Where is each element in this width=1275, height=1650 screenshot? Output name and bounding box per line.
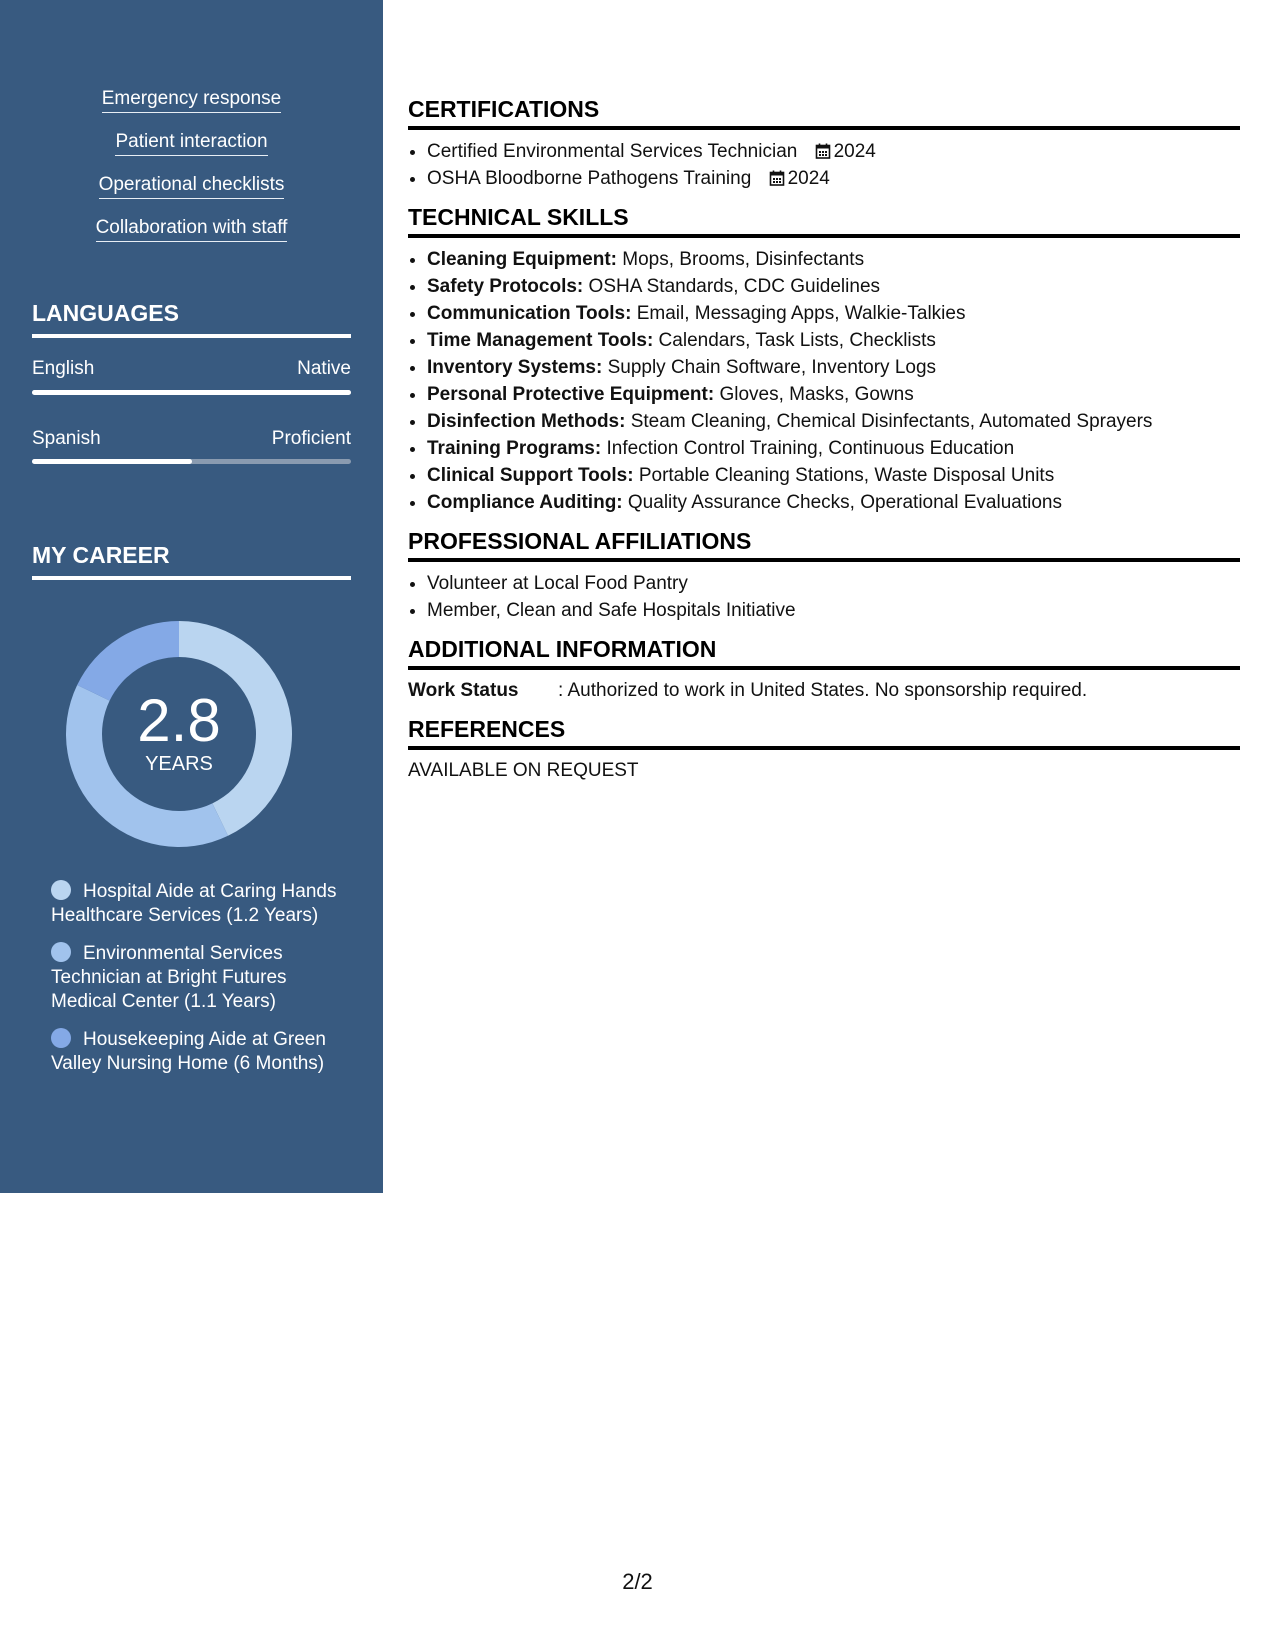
skill-item: Patient interaction (115, 131, 267, 156)
certification-item (427, 165, 1240, 192)
languages-heading: LANGUAGES (32, 300, 351, 338)
technical-skills-section (408, 204, 1240, 516)
work-status-value: : Authorized to work in United States. No sponsorship required. (558, 680, 1088, 701)
technical-skill-item (427, 354, 1240, 381)
skill-label: Personal Protective Equipment: (427, 384, 715, 405)
legend-dot (51, 1028, 71, 1048)
skill-value: Mops, Brooms, Disinfectants (617, 249, 865, 270)
legend-dot (51, 880, 71, 900)
career-donut-center (66, 621, 292, 847)
skill-value: Quality Assurance Checks, Operational Evaluations (622, 492, 1062, 513)
career-item-text: Housekeeping Aide at Green Valley Nursing Home (6 Months) (51, 1029, 326, 1074)
affiliation-item: • Member, Clean and Safe Hospitals Initiative (427, 597, 1240, 624)
career-list (51, 880, 341, 1090)
skill-label: Communication Tools: (427, 303, 632, 324)
skill-label: Training Programs: (427, 438, 602, 459)
language-bar-spanish (32, 459, 351, 464)
career-unit: YEARS (145, 753, 213, 775)
technical-skill-item (427, 489, 1240, 516)
skill-value: Infection Control Training, Continuous Education (601, 438, 1015, 459)
skill-label: Inventory Systems: (427, 357, 603, 378)
certification-name: Certified Environmental Services Technician (427, 141, 798, 162)
skill-label: Time Management Tools: (427, 330, 654, 351)
skill-value: Email, Messaging Apps, Walkie-Talkies (631, 303, 966, 324)
skill-label: Cleaning Equipment: (427, 249, 617, 270)
affiliations-heading: PROFESSIONAL AFFILIATIONS (408, 528, 1240, 562)
affiliation-item: • Volunteer at Local Food Pantry (427, 570, 1240, 597)
certification-item (427, 138, 1240, 165)
language-bar-fill (32, 459, 192, 464)
language-row-english (32, 358, 351, 380)
language-bar-fill (32, 390, 351, 395)
skill-label: Safety Protocols: (427, 276, 584, 297)
skill-value: Supply Chain Software, Inventory Logs (602, 357, 937, 378)
career-heading: MY CAREER (32, 542, 351, 580)
work-status-row (408, 678, 1240, 704)
career-item (51, 880, 341, 928)
technical-skill-item (427, 462, 1240, 489)
legend-dot (51, 942, 71, 962)
skill-value: OSHA Standards, CDC Guidelines (583, 276, 881, 297)
certification-year: 2024 (787, 168, 830, 189)
skill-item: Emergency response (102, 88, 282, 113)
technical-skill-item (427, 408, 1240, 435)
technical-skill-item (427, 300, 1240, 327)
additional-info-section (408, 636, 1240, 704)
calendar-icon (815, 143, 831, 159)
work-status-label: Work Status (408, 680, 519, 701)
certifications-section (408, 96, 1240, 192)
certification-year: 2024 (833, 141, 876, 162)
technical-skill-item (427, 381, 1240, 408)
technical-skill-item (427, 246, 1240, 273)
skill-label: Disinfection Methods: (427, 411, 626, 432)
career-item (51, 942, 341, 1014)
career-item-text: Environmental Services Technician at Bright Futures Medical Center (1.1 Years) (51, 943, 287, 1012)
language-row-spanish (32, 428, 351, 450)
technical-skill-item (427, 327, 1240, 354)
skill-label: Clinical Support Tools: (427, 465, 634, 486)
language-bar-english (32, 390, 351, 395)
references-heading: REFERENCES (408, 716, 1240, 750)
skill-item: Collaboration with staff (96, 217, 288, 242)
skill-value: Steam Cleaning, Chemical Disinfectants, Automated Sprayers (625, 411, 1153, 432)
skill-value: Calendars, Task Lists, Checklists (653, 330, 936, 351)
main-content (408, 96, 1240, 796)
language-name: Spanish (32, 428, 101, 449)
skill-value: Portable Cleaning Stations, Waste Disposal Units (633, 465, 1055, 486)
page-number: 2/2 (622, 1569, 653, 1594)
language-level: Proficient (271, 428, 351, 449)
skill-value: Gloves, Masks, Gowns (714, 384, 914, 405)
references-text: AVAILABLE ON REQUEST (408, 760, 639, 781)
career-total: 2.8 (137, 687, 221, 754)
sidebar (0, 0, 383, 1193)
certification-name: OSHA Bloodborne Pathogens Training (427, 168, 752, 189)
technical-skill-item (427, 435, 1240, 462)
references-section (408, 716, 1240, 784)
language-name: English (32, 358, 95, 379)
soft-skills-list (0, 88, 383, 260)
technical-skill-item (427, 273, 1240, 300)
calendar-icon (769, 170, 785, 186)
skill-item: Operational checklists (99, 174, 285, 199)
career-item-text: Hospital Aide at Caring Hands Healthcare Services (1.2 Years) (51, 881, 337, 926)
additional-info-heading: ADDITIONAL INFORMATION (408, 636, 1240, 670)
technical-skills-heading: TECHNICAL SKILLS (408, 204, 1240, 238)
skill-label: Compliance Auditing: (427, 492, 623, 513)
language-level: Native (297, 358, 351, 379)
certifications-heading: CERTIFICATIONS (408, 96, 1240, 130)
affiliations-section (408, 528, 1240, 624)
career-item (51, 1028, 341, 1076)
